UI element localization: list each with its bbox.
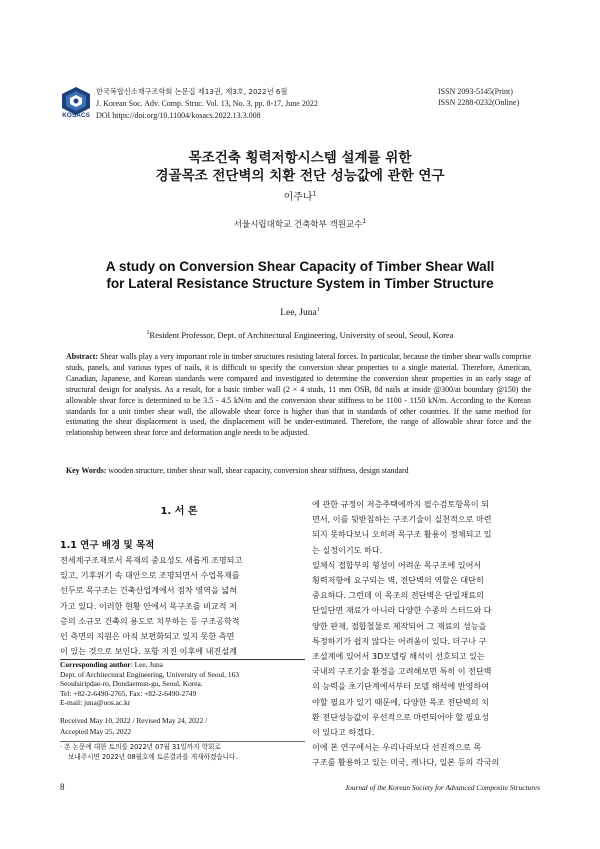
received-date: Received May 10, 2022 / Revised May 24, 2022 / [60, 716, 208, 725]
corresponding-author-box [60, 660, 310, 708]
right-line: 면서, 이를 뒷받침하는 구조기술이 실천적으로 마련 [312, 514, 492, 525]
footer-journal-name: Journal of the Korean Society for Advanced Composite Structures [344, 783, 540, 792]
right-line: 이에 본 연구에서는 우리나라보다 선진적으로 목 [312, 742, 482, 753]
right-line: 일체식 접합부의 형성이 어려운 목구조에 있어서 [312, 559, 482, 570]
left-line: 이 있는 것으로 보인다. 포항 지진 이후에 내진설계 [60, 646, 237, 657]
abstract-text: Shear walls play a very important role in timber structures resisting lateral forces. In particular, because the timber shear walls comprise studs, panels, and various types of nails, it is difficult to specify the conversion shear properties to a single material. Therefore, American, Canadian, Japanese, and Korean standards were compared and investigated to determine the conversion shear properties in an early stage of structural design for analysis. As a result, for a basic timber wall (2 × 4 studs, 11 mm OSB, 8d nails at inside @300/at boundary @150) the allowable shear force is determined to be 3.5 - 4.5 kN/m and the conversion shear stiffness to be 1100 - 1150 kN/m. According to the Korean standards for a unit timber shear wall, the allowable shear force is higher than that in standards of other countries. If the same method for estimating the shear displacement is used, the displacement will be under-estimated. Therefore, the range of allowable shear force and the relationship between shear force and deformation angle needs to be adjusted. [66, 352, 531, 438]
right-line: 조설계에 있어서 3D모델링 해석이 선호되고 있는 [312, 651, 485, 662]
author-english [0, 307, 600, 318]
left-line: 인 측면의 지원은 아직 보편화되고 있지 못한 측면 [60, 631, 235, 642]
page-number: 8 [60, 782, 65, 792]
right-line: 이 있다고 하겠다. [312, 727, 375, 738]
title-korean-line2: 경골목조 전단벽의 치환 전단 성능값에 관한 연구 [155, 168, 445, 184]
left-column-body [60, 553, 305, 659]
corr-address-line: Seoulsiripdae-ro, Dondaemun-gu, Seoul, Korea. [60, 679, 203, 688]
right-line: 국내의 구조기술 환경을 고려해보면 특히 이 전단벽 [312, 666, 492, 677]
affiliation-korean [0, 218, 600, 230]
right-line: 단일단면 재료가 아니라 다양한 수종의 스터드와 다 [312, 605, 492, 616]
footnote-line: · 본 논문에 대한 토의를 2022년 07월 31일까지 학회로 [60, 743, 221, 751]
author-korean-sup: 1 [312, 190, 317, 198]
author-english-name: Lee, Juna [280, 308, 317, 319]
footnote-rule [60, 741, 305, 742]
section-1-title: 1. 서 론 [160, 506, 198, 517]
left-line: 있고, 기후위기 속 대안으로 조명되면서 수업목재를 [60, 570, 240, 581]
discussion-footnote [60, 743, 310, 762]
left-line: 전세계구조재로서 목재의 중요성도 새롭게 조명되고 [60, 555, 243, 565]
right-line: 구조를 활용하고 있는 미국, 캐나다, 일본 등의 각국의 [312, 757, 500, 768]
right-line: 중요하다. 그런데 이 목조의 전단벽은 단일재료의 [312, 590, 484, 601]
corr-address-line: Dept. of Architectural Engineering, University of Seoul, 163 [60, 669, 239, 679]
title-english-line2: for Lateral Resistance Structure System in Timber Structure [106, 276, 494, 291]
right-line: 양한 판재, 접합철물로 제작되어 그 재료의 성능을 [312, 620, 487, 631]
title-korean-line1: 목조건축 횡력저항시스템 설계를 위한 [188, 150, 412, 166]
corresponding-author-label: Corresponding author [60, 660, 131, 669]
affiliation-english [0, 330, 600, 340]
issn-online: ISSN 2288-0232(Online) [438, 98, 520, 107]
section-1-1-title: 1.1 연구 배경 및 목적 [60, 540, 155, 551]
author-korean [0, 188, 600, 203]
keywords [66, 465, 536, 476]
left-line: 선두로 목구조는 건축산업계에서 점차 영역을 넓혀 [60, 585, 238, 596]
affiliation-english-text: Resident Professor, Dept. of Architectural Engineering, University of seoul, Seoul, Korea [149, 330, 454, 340]
right-line: 는 실정이기도 하다. [312, 544, 383, 555]
right-line: 에 관한 규정이 저층주택에까지 필수검토항목이 되 [312, 499, 490, 509]
right-line: 환 전단성능값이 우선적으로 마련되어야 할 필요성 [312, 711, 490, 722]
abstract [66, 352, 531, 439]
corr-phone-line: Tel: +82-2-6490-2765, Fax: +82-2-6490-2749 [60, 688, 197, 698]
accepted-date: Accepted May 25, 2022 [60, 727, 132, 736]
left-line: 가고 있다. 이러한 현황 안에서 목구조를 비교적 저 [60, 600, 237, 611]
abstract-label: Abstract: [66, 352, 98, 361]
title-english-line1: A study on Conversion Shear Capacity of Timber Shear Wall [105, 259, 495, 274]
right-line: 의 능력을 초기단계에서부터 모델 해석에 반영하여 [312, 681, 490, 692]
right-line: 되지 못하다보니 오히려 목구조 활용이 정체되고 있 [312, 529, 492, 540]
left-line: 층의 소규모 건축의 용도로 치부하는 등 구조공학적 [60, 615, 240, 626]
author-english-sup: 1 [316, 307, 320, 313]
affiliation-english-sup: 1 [146, 330, 150, 337]
affiliation-korean-sup: 1 [362, 218, 367, 226]
right-column-body [312, 497, 548, 771]
journal-name-korean: 한국복합신소재구조학회 논문집 제13권, 제3호, 2022년 6월 [96, 87, 288, 96]
keywords-text: wooden structure, timber shear wall, shear capacity, conversion shear stiffness, design standard [108, 466, 409, 475]
keywords-label: Key Words: [66, 466, 107, 475]
issn-print: ISSN 2093-5145(Print) [438, 87, 513, 96]
logo-text: KOSACS [62, 112, 90, 119]
right-line: 횡력저항에 요구되는 벽, 전단벽의 역할은 대단히 [312, 575, 484, 586]
corresponding-author-name: : Lee, Juna [130, 660, 163, 669]
corresponding-author-heading [60, 660, 310, 670]
journal-name-english: J. Korean Soc. Adv. Comp. Struc. Vol. 13, No. 3, pp. 8-17, June 2022 [96, 99, 318, 108]
footnote-line: 보내주시면 2022년 08월호에 토론결과를 게재하겠습니다. [68, 752, 238, 761]
corr-email-line: E-mail: juna@uos.ac.kr [60, 698, 131, 707]
affiliation-korean-text: 서울시립대학교 건축학부 객원교수 [233, 220, 363, 230]
journal-logo [60, 86, 92, 120]
right-line: 야할 필요가 있기 때문에, 다양한 목조 전단벽의 치 [312, 696, 489, 707]
doi: DOI https://doi.org/10.11004/kosacs.2022.13.3.008 [96, 111, 261, 120]
right-line: 특정하기가 쉽지 않다는 어려움이 있다. 더구나 구 [312, 635, 487, 646]
author-korean-name: 이주나 [283, 192, 313, 203]
